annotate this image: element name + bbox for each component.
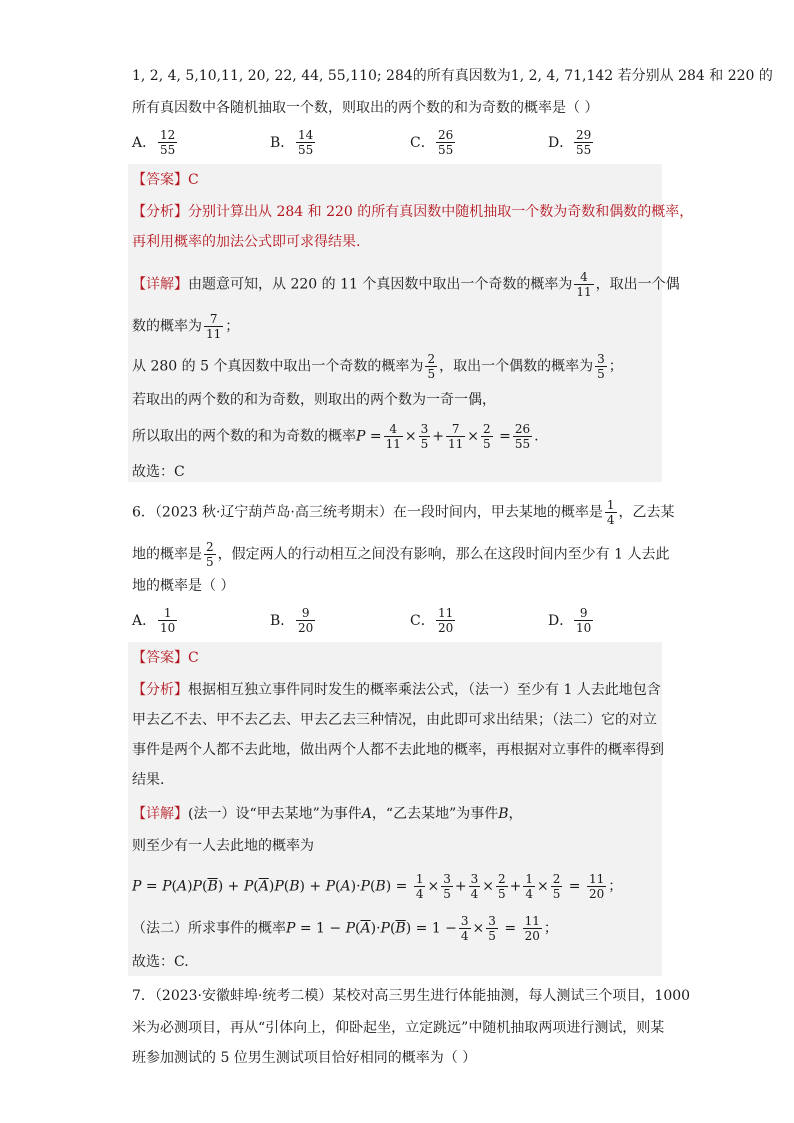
answer-tag: 【答案】 xyxy=(132,650,188,666)
answer-tag: 【答案】 xyxy=(132,172,188,188)
event-a: A xyxy=(361,806,372,822)
q5-option-c[interactable] xyxy=(410,128,457,157)
detail-text: 从 280 的 5 个真因数中取出一个奇数的概率为 xyxy=(132,358,424,375)
denominator: 55 xyxy=(514,437,531,451)
semicolon: ； xyxy=(543,920,558,937)
detail-text: ， xyxy=(508,806,523,822)
fraction-1-4 xyxy=(605,498,617,527)
numerator: 3 xyxy=(460,914,469,928)
numerator: 3 xyxy=(443,872,451,886)
q6-text: ，假定两人的行动相互之间没有影响，那么在这段时间内至少有 1 人去此 xyxy=(217,546,670,563)
q5-detail-line3 xyxy=(132,352,623,381)
denominator: 20 xyxy=(588,887,605,901)
q6-stem-line1 xyxy=(132,498,675,527)
q5-analysis-line1 xyxy=(132,202,693,222)
denominator: 5 xyxy=(552,887,561,901)
q6-text: ，乙去某 xyxy=(618,504,675,521)
q5-stem-line2: 所有真因数中各随机抽取一个数，则取出的两个数的和为奇数的概率是（ ） xyxy=(132,100,599,116)
q5-numbers-284: 1, 2, 4, 71,142 xyxy=(510,68,614,84)
numerator: 1 xyxy=(525,872,533,886)
option-label: A． xyxy=(132,134,157,151)
q6-text: 地的概率是 xyxy=(132,546,202,563)
option-fraction xyxy=(436,128,455,157)
q6-option-c[interactable] xyxy=(410,606,457,635)
q6-analysis-line1 xyxy=(132,680,661,700)
equals: = xyxy=(369,428,382,445)
numerator: 11 xyxy=(588,872,605,886)
numerator: 3 xyxy=(597,352,605,366)
numerator: 1 xyxy=(606,498,615,512)
denominator: 11 xyxy=(576,285,592,299)
option-fraction xyxy=(574,606,593,635)
q7-stem-line1: 7．（2023·安徽蚌埠·统考二模）某校对高三男生进行体能抽测，每人测试三个项目，1000 xyxy=(132,988,691,1004)
answer-value: C xyxy=(188,172,199,188)
fraction-2-5 xyxy=(496,872,508,901)
q6-option-a[interactable] xyxy=(132,606,179,635)
answer-value: C xyxy=(188,650,199,666)
fraction-3-5 xyxy=(441,872,453,901)
numerator: 2 xyxy=(483,422,491,436)
denominator: 20 xyxy=(438,621,454,635)
denominator: 55 xyxy=(438,143,454,157)
denominator: 5 xyxy=(597,367,605,381)
q5-choose: 故选：C xyxy=(132,464,185,480)
detail-text: ，取出一个偶数的概率为 xyxy=(439,358,594,375)
fraction-3-4 xyxy=(469,872,481,901)
q6-analysis-line4: 结果. xyxy=(132,772,165,788)
option-fraction xyxy=(574,128,593,157)
q5-option-a[interactable] xyxy=(132,128,179,157)
q5-text: 的所有真因数为 xyxy=(412,68,511,84)
fraction-1-4 xyxy=(523,872,535,901)
numerator: 26 xyxy=(514,422,531,436)
numerator: 4 xyxy=(384,422,403,437)
detail-text: (法一）设“甲去某地”为事件 xyxy=(188,806,362,822)
denominator: 20 xyxy=(298,621,314,635)
q5-numbers-220: 1, 2, 4, 5,10,11, 20, 22, 44, 55,110; 284 xyxy=(132,68,413,84)
equals: = xyxy=(499,428,511,445)
numerator: 2 xyxy=(552,872,561,886)
q6-detail-line1 xyxy=(132,804,523,824)
numerator: 1 xyxy=(415,872,424,886)
option-fraction xyxy=(158,606,177,635)
fraction-3-5 xyxy=(419,422,431,451)
numerator: 29 xyxy=(576,128,592,142)
q6-analysis-line3: 事件是两个人都不去此地，做出两个人都不去此地的概率，再根据对立事件的概率得到 xyxy=(132,742,664,758)
q6-formula1: $P = P(A)P(\overline{B}) + P(\overline{A})P(B) + P(A)\cdot P(B)$ = $\frac{1}{4}$ × $\frac{3}{5}$ + $\frac{3}{4}$ × $\frac{2}{5}$ + $\frac{1}{4}$ × $\frac{2}{5}$ = $\frac{11}{20}$ ； xyxy=(132,872,623,901)
fraction-2-5 xyxy=(425,352,437,381)
equals: = xyxy=(395,878,408,895)
denominator: 4 xyxy=(470,887,479,901)
numerator: 12 xyxy=(160,128,176,142)
q6-stem-line2 xyxy=(132,540,669,569)
numerator: 3 xyxy=(488,914,496,928)
detail-text: 由题意可知，从 220 的 11 个真因数中取出一个奇数的概率为 xyxy=(188,276,573,293)
q5-detail-line1 xyxy=(132,270,680,299)
one-minus: 1 − xyxy=(431,920,457,937)
denominator: 5 xyxy=(497,887,506,901)
numerator: 7 xyxy=(446,422,465,437)
option-label: A． xyxy=(132,612,157,629)
q6-answer xyxy=(132,648,199,668)
denominator: 4 xyxy=(606,513,615,527)
detail-text: ，取出一个偶 xyxy=(595,276,680,293)
option-label: D． xyxy=(548,134,574,151)
q6-option-d[interactable] xyxy=(548,606,595,635)
q6-option-b[interactable] xyxy=(270,606,317,635)
event-b: B xyxy=(498,806,509,822)
numerator: 9 xyxy=(574,606,593,621)
times: × xyxy=(404,428,417,445)
q5-detail-line2 xyxy=(132,312,239,341)
q6-detail-line2: 则至少有一人去此地的概率为 xyxy=(132,838,314,854)
denominator: 5 xyxy=(483,437,491,451)
numerator: 14 xyxy=(298,128,314,142)
analysis-tag: 【分析】 xyxy=(132,204,188,220)
denominator: 10 xyxy=(576,621,592,635)
denominator: 11 xyxy=(385,437,401,451)
numerator: 26 xyxy=(438,128,454,142)
denominator: 55 xyxy=(160,143,176,157)
denominator: 55 xyxy=(298,143,314,157)
semicolon: ； xyxy=(608,878,623,895)
denominator: 4 xyxy=(415,887,424,901)
fraction-11-20 xyxy=(523,914,542,943)
denominator: 55 xyxy=(576,143,592,157)
fraction-3-5 xyxy=(595,352,607,381)
denominator: 4 xyxy=(460,929,469,943)
q5-option-d[interactable] xyxy=(548,128,595,157)
option-label: C． xyxy=(410,612,435,629)
option-label: D． xyxy=(548,612,574,629)
detail-text: 所以取出的两个数的和为奇数的概率 xyxy=(132,428,356,445)
period: . xyxy=(534,428,539,445)
fraction-11-20 xyxy=(587,872,606,901)
q6-choose: 故选：C. xyxy=(132,954,189,970)
detail-text: 数的概率为 xyxy=(132,318,202,335)
q5-analysis-line2: 再利用概率的加法公式即可求得结果. xyxy=(132,234,361,250)
detail-tag: 【详解】 xyxy=(132,806,188,822)
denominator: 5 xyxy=(427,367,436,381)
option-fraction xyxy=(158,128,177,157)
option-fraction xyxy=(296,606,315,635)
option-label: B． xyxy=(270,612,295,629)
q5-detail-line5 xyxy=(132,422,539,451)
numerator: 2 xyxy=(497,872,506,886)
fraction-3-4 xyxy=(459,914,471,943)
denominator: 11 xyxy=(206,327,222,341)
option-label: C． xyxy=(410,134,435,151)
fraction-1-4 xyxy=(414,872,426,901)
numerator: 1 xyxy=(158,606,177,621)
numerator: 11 xyxy=(438,606,454,620)
q5-answer xyxy=(132,170,199,190)
detail-tag: 【详解】 xyxy=(132,276,188,293)
q5-option-b[interactable] xyxy=(270,128,317,157)
plus: + xyxy=(432,428,444,445)
numerator: 2 xyxy=(427,352,436,366)
denominator: 11 xyxy=(448,437,464,451)
times: × xyxy=(467,428,480,445)
q6-text: 6．（2023 秋·辽宁葫芦岛·高三统考期末）在一段时间内，甲去某地的概率是 xyxy=(132,504,603,521)
q7-stem-line2: 米为必测项目，再从“引体向上，仰卧起坐，立定跳远”中随机抽取两项进行测试，则某 xyxy=(132,1020,665,1036)
q7-stem-line3: 班参加测试的 5 位男生测试项目恰好相同的概率为（ ） xyxy=(132,1050,477,1066)
fraction-7-11 xyxy=(446,422,465,451)
q5-stem-line1 xyxy=(132,66,773,86)
denominator: 5 xyxy=(420,437,429,451)
analysis-text: 根据相互独立事件同时发生的概率乘法公式，（法一）至少有 1 人去此地包含 xyxy=(188,682,661,698)
detail-text: ； xyxy=(608,358,623,375)
denominator: 4 xyxy=(525,887,533,901)
analysis-tag: 【分析】 xyxy=(132,682,188,698)
denominator: 5 xyxy=(443,887,451,901)
denominator: 5 xyxy=(488,929,496,943)
denominator: 10 xyxy=(160,621,176,635)
option-fraction xyxy=(436,606,455,635)
analysis-text: 分别计算出从 284 和 220 的所有真因数中随机抽取一个数为奇数和偶数的概率， xyxy=(188,204,694,220)
option-fraction xyxy=(296,128,315,157)
numerator: 7 xyxy=(204,312,223,327)
denominator: 20 xyxy=(524,929,540,943)
fraction-2-5 xyxy=(481,422,493,451)
fraction-4-11 xyxy=(574,270,593,299)
numerator: 3 xyxy=(420,422,429,436)
numerator: 9 xyxy=(296,606,315,621)
q5-text: 若分别从 284 和 220 的 xyxy=(617,68,773,84)
fraction-2-5 xyxy=(204,540,216,569)
q6-analysis-line2: 甲去乙不去、甲不去乙去、甲去乙去三种情况，由此即可求出结果；（法二）它的对立 xyxy=(132,712,657,728)
q5-detail-line4: 若取出的两个数的和为奇数，则取出的两个数为一奇一偶， xyxy=(132,392,496,408)
fraction-3-5 xyxy=(486,914,498,943)
detail-text: （法二）所求事件的概率 xyxy=(132,920,286,937)
probability-symbol: P xyxy=(356,428,366,445)
q6-stem-line3: 地的概率是（ ） xyxy=(132,578,235,594)
fraction-2-5 xyxy=(551,872,563,901)
numerator: 3 xyxy=(470,872,479,886)
fraction-4-11 xyxy=(384,422,403,451)
numerator: 11 xyxy=(524,914,540,928)
numerator: 4 xyxy=(574,270,593,285)
q6-detail-line4: （法二）所求事件的概率$P = 1 - P(\overline{A})\cdot P(\overline{B}) = 1$ − $\frac{3}{4}$ × $\frac{3}{5}$ = $\frac{11}{20}$ ； xyxy=(132,914,558,943)
fraction-26-55 xyxy=(513,422,532,451)
fraction-7-11 xyxy=(204,312,223,341)
detail-text: ，“乙去某地”为事件 xyxy=(371,806,499,822)
detail-text: ； xyxy=(225,318,240,335)
denominator: 5 xyxy=(206,555,214,569)
option-label: B． xyxy=(270,134,295,151)
numerator: 2 xyxy=(206,540,214,554)
